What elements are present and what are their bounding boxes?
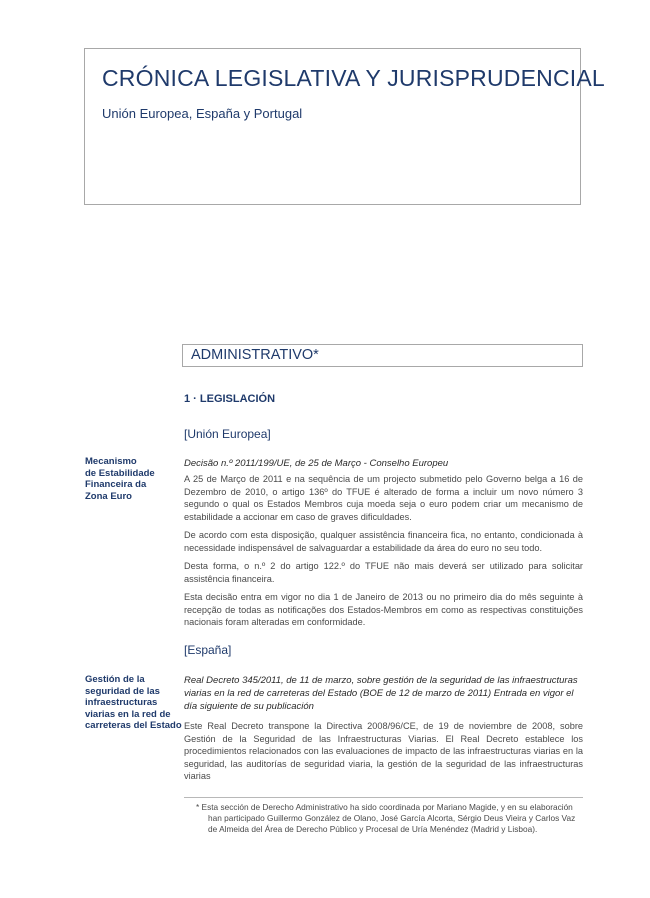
subsection-heading: 1 · LEGISLACIÓN	[184, 393, 276, 405]
header-box	[84, 48, 605, 205]
footnote: * Esta sección de Derecho Administrativo ha sido coordinada por Mariano Magide, y en su elaboración han participado Guillermo González de Olano, José García Alcorta, Sérgio Deus Vieira y Carlos Vaz de Almeida del Área de Derecho Público y Procesal de Uría Menéndez (Madrid y Lisboa).	[196, 802, 576, 834]
sidebar-line: Financeira da	[85, 479, 147, 490]
sidebar-line: Gestión de la	[85, 674, 145, 685]
paragraph-eu-4: Esta decisão entra em vigor no dia 1 de Janeiro de 2013 ou no primeiro dia do mês seguinte à recepção de todas as notificações dos Estados-Membros em como as respectivas constituições nacionais foram alteradas em conformidade.	[184, 592, 583, 628]
sidebar-note-es	[85, 674, 182, 732]
page-subtitle: Unión Europea, España y Portugal	[102, 106, 303, 121]
paragraph-eu-1: A 25 de Março de 2011 e na sequência de um projecto submetido pelo Governo belga a 16 de Dezembro de 2010, o artigo 136º do TFUE é alterado de forma a incluir um novo número 3 segundo o qual os Estados Membros cuja moeda seja o euro podem criar um mecanismo de estabilidade a accionar em caso de graves dificuldades.	[184, 474, 583, 522]
region-heading-es: [España]	[184, 643, 232, 657]
sidebar-line: carreteras del Estado	[85, 720, 182, 731]
sidebar-line: de Estabilidade	[85, 467, 155, 479]
paragraph-eu-3: Desta forma, o n.º 2 do artigo 122.º do TFUE não mais deverá ser utilizado para solicitar assistência financeira.	[184, 561, 583, 584]
sidebar-line: Zona Euro	[85, 490, 132, 502]
region-heading-eu: [Unión Europea]	[184, 427, 271, 441]
paragraph-eu-2: De acordo com esta disposição, qualquer assistência financeira fica, no entanto, condicionada à necessidade indispensável de salvaguardar a estabilidade da área do euro no seu todo.	[184, 530, 583, 553]
sidebar-note-eu	[85, 456, 177, 502]
page-title: CRÓNICA LEGISLATIVA Y JURISPRUDENCIAL	[102, 65, 605, 91]
footnote-divider	[184, 797, 583, 798]
paragraph-es-1: Este Real Decreto transpone la Directiva 2008/96/CE, de 19 de noviembre de 2008, sobre Gestión de la Seguridad de las Infraestructuras Viarias. El Real Decreto establece los procedimientos relacionados con las evaluaciones de impacto de las infraestructuras viarias en la seguridad, las auditorías de seguridad viaria, la gestión de la seguridad de las infraestructuras viarias	[184, 721, 583, 782]
sidebar-line: infraestructuras	[85, 697, 158, 708]
section-title: ADMINISTRATIVO*	[182, 344, 583, 367]
sidebar-line: Mecanismo	[85, 456, 137, 467]
sidebar-line: viarias en la red de	[85, 708, 171, 720]
reference-es: Real Decreto 345/2011, de 11 de marzo, sobre gestión de la seguridad de las infraestructuras viarias en la red de carreteras del Estado (BOE de 12 de marzo de 2011) Entrada en vigor el día siguiente de su publicación	[184, 675, 578, 712]
reference-eu: Decisão n.º 2011/199/UE, de 25 de Março - Conselho Europeu	[184, 458, 449, 469]
sidebar-line: seguridad de las	[85, 685, 160, 697]
